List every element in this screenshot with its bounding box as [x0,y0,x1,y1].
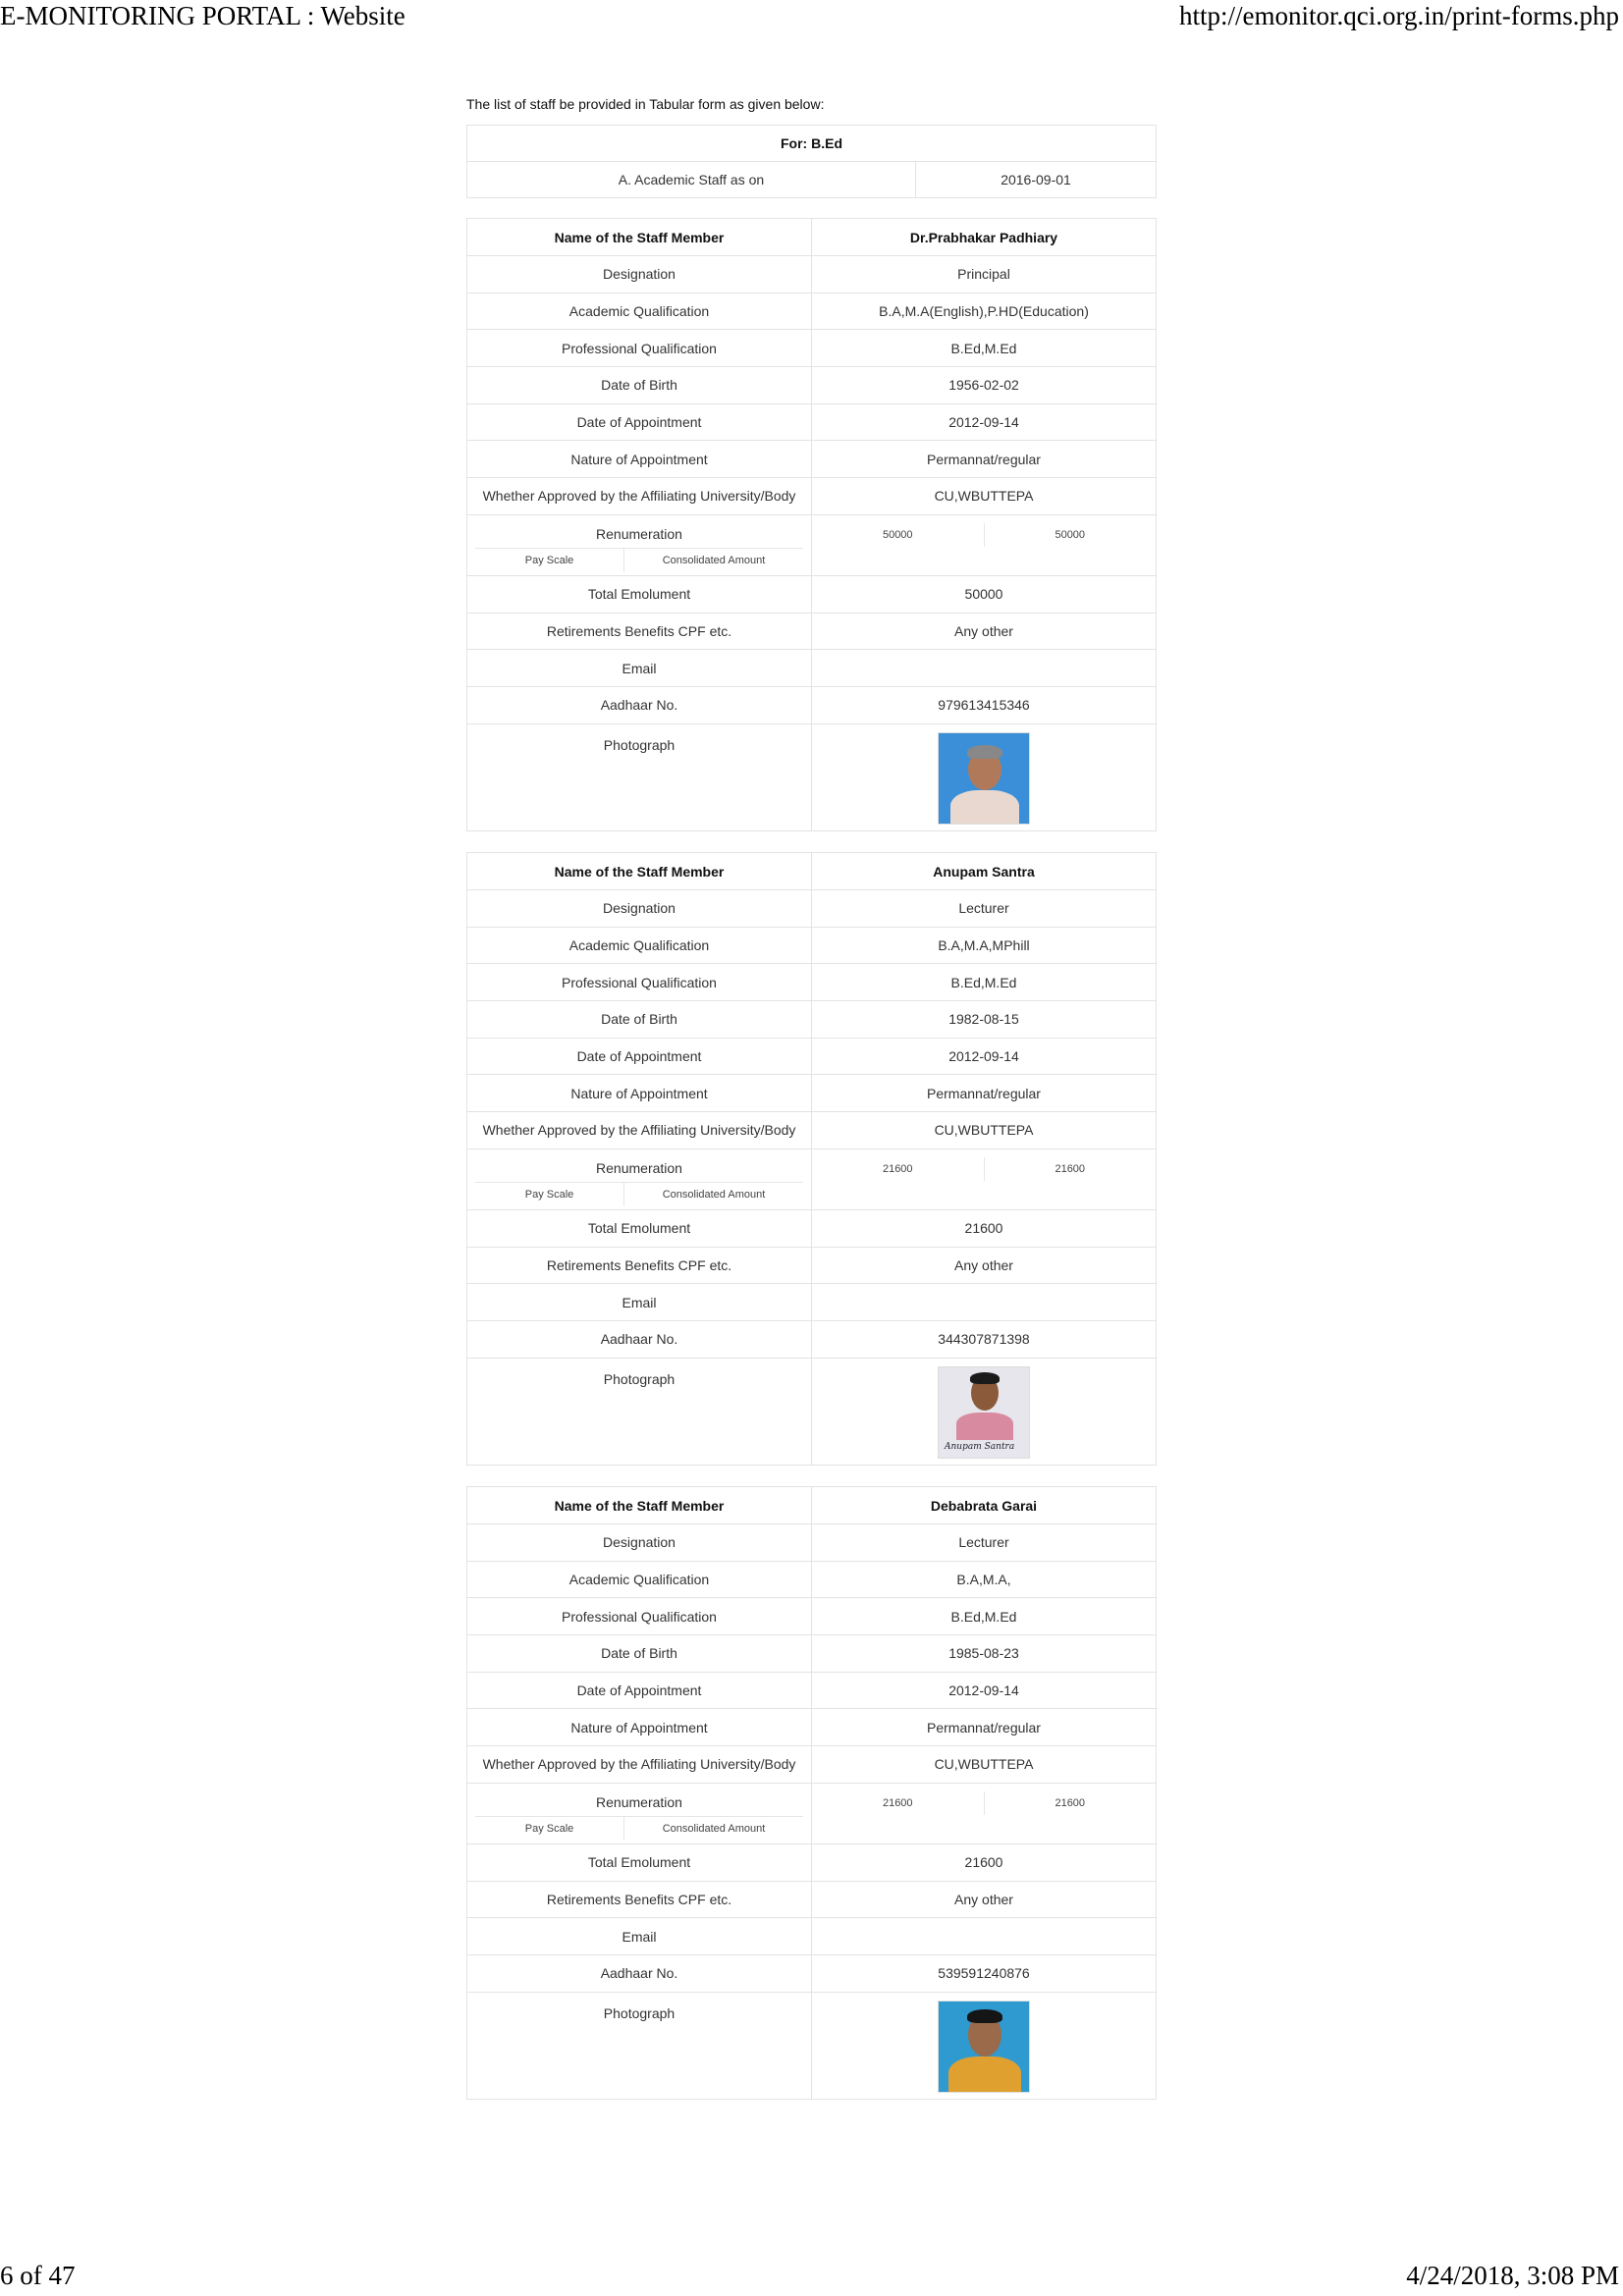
consolidated-value: 21600 [1055,1796,1086,1809]
designation-value: Lecturer [812,890,1157,928]
renumeration-value-cell [812,1148,1157,1209]
academic-label: Academic Qualification [467,927,812,964]
approved-value: CU,WBUTTEPA [812,1746,1157,1784]
renumeration-value-cell [812,1783,1157,1843]
doa-value: 2012-09-14 [812,403,1157,441]
consolidated-label: Consolidated Amount [662,1823,766,1836]
academic-label: Academic Qualification [467,1561,812,1598]
renumeration-label-cell [467,1783,812,1843]
professional-label: Professional Qualification [467,330,812,367]
total-value: 21600 [812,1209,1157,1247]
nature-value: Permannat/regular [812,441,1157,478]
academic-value: B.A,M.A(English),P.HD(Education) [812,293,1157,330]
photograph-label: Photograph [467,723,812,830]
designation-label: Designation [467,1524,812,1562]
email-label: Email [467,650,812,687]
total-value: 50000 [812,575,1157,613]
consolidated-label: Consolidated Amount [662,1189,766,1201]
professional-label: Professional Qualification [467,1598,812,1635]
approved-label: Whether Approved by the Affiliating University/Body [467,1112,812,1149]
nature-label: Nature of Appointment [467,1075,812,1112]
approved-label: Whether Approved by the Affiliating University/Body [467,1746,812,1784]
aadhaar-label: Aadhaar No. [467,1954,812,1992]
staff-table-2 [466,852,1157,1466]
staff-name: Dr.Prabhakar Padhiary [812,219,1157,256]
aadhaar-value: 979613415346 [812,686,1157,723]
staff-name: Anupam Santra [812,853,1157,890]
approved-value: CU,WBUTTEPA [812,478,1157,515]
total-label: Total Emolument [467,575,812,613]
consolidated-value: 21600 [1055,1162,1086,1175]
approved-label: Whether Approved by the Affiliating University/Body [467,478,812,515]
email-value [812,650,1157,687]
total-value: 21600 [812,1843,1157,1881]
academic-value: B.A,M.A,MPhill [812,927,1157,964]
dob-label: Date of Birth [467,1635,812,1673]
staff-photo [938,1366,1030,1459]
professional-value: B.Ed,M.Ed [812,964,1157,1001]
photograph-label: Photograph [467,1992,812,2099]
retirement-label: Retirements Benefits CPF etc. [467,613,812,650]
staff-name-label: Name of the Staff Member [467,219,812,256]
page-footer-datetime: 4/24/2018, 3:08 PM [1406,2261,1619,2290]
doa-value: 2012-09-14 [812,1038,1157,1075]
staff-photo [938,2001,1030,2093]
staff-table-3 [466,1486,1157,2100]
nature-value: Permannat/regular [812,1709,1157,1746]
doa-label: Date of Appointment [467,1672,812,1709]
retirement-value: Any other [812,613,1157,650]
pay-scale-value: 21600 [812,1791,985,1815]
page-header-title: E-MONITORING PORTAL : Website [0,1,406,30]
staff-table-1 [466,218,1157,831]
academic-label: Academic Qualification [467,293,812,330]
aadhaar-label: Aadhaar No. [467,1320,812,1358]
pay-scale-value: 50000 [812,523,985,547]
photograph-cell [812,723,1157,830]
total-label: Total Emolument [467,1843,812,1881]
staff-as-on-label: A. Academic Staff as on [467,162,916,198]
doa-value: 2012-09-14 [812,1672,1157,1709]
designation-value: Principal [812,256,1157,294]
email-label: Email [467,1284,812,1321]
intro-text: The list of staff be provided in Tabular form as given below: [466,96,825,112]
total-label: Total Emolument [467,1209,812,1247]
academic-value: B.A,M.A, [812,1561,1157,1598]
email-value [812,1918,1157,1955]
aadhaar-value: 344307871398 [812,1320,1157,1358]
doa-label: Date of Appointment [467,403,812,441]
designation-label: Designation [467,890,812,928]
page-footer-number: 6 of 47 [0,2261,76,2290]
renumeration-label: Renumeration [475,1153,803,1183]
pay-scale-label: Pay Scale [475,1817,624,1841]
professional-label: Professional Qualification [467,964,812,1001]
aadhaar-value: 539591240876 [812,1954,1157,1992]
renumeration-value-cell [812,514,1157,575]
email-label: Email [467,1918,812,1955]
professional-value: B.Ed,M.Ed [812,330,1157,367]
renumeration-label-cell [467,1148,812,1209]
designation-value: Lecturer [812,1524,1157,1562]
email-value [812,1284,1157,1321]
dob-value: 1985-08-23 [812,1635,1157,1673]
staff-name-label: Name of the Staff Member [467,853,812,890]
pay-scale-label: Pay Scale [475,1183,624,1206]
dob-label: Date of Birth [467,1001,812,1039]
dob-label: Date of Birth [467,367,812,404]
consolidated-label: Consolidated Amount [662,555,766,567]
dob-value: 1982-08-15 [812,1001,1157,1039]
photograph-cell [812,1992,1157,2099]
page-header-url[interactable]: http://emonitor.qci.org.in/print-forms.php [1179,1,1619,30]
staff-name-label: Name of the Staff Member [467,1487,812,1524]
signature-text: Anupam Santra [945,1441,1015,1452]
retirement-label: Retirements Benefits CPF etc. [467,1247,812,1284]
staff-as-on-date: 2016-09-01 [916,162,1157,198]
dob-value: 1956-02-02 [812,367,1157,404]
photograph-cell [812,1358,1157,1465]
doa-label: Date of Appointment [467,1038,812,1075]
pay-scale-value: 21600 [812,1157,985,1181]
course-for-label: For: B.Ed [467,126,1157,162]
nature-value: Permannat/regular [812,1075,1157,1112]
renumeration-label-cell [467,514,812,575]
approved-value: CU,WBUTTEPA [812,1112,1157,1149]
designation-label: Designation [467,256,812,294]
renumeration-label: Renumeration [475,1788,803,1817]
course-header-table [466,125,1157,198]
nature-label: Nature of Appointment [467,1709,812,1746]
aadhaar-label: Aadhaar No. [467,686,812,723]
professional-value: B.Ed,M.Ed [812,1598,1157,1635]
retirement-label: Retirements Benefits CPF etc. [467,1881,812,1918]
photograph-label: Photograph [467,1358,812,1465]
pay-scale-label: Pay Scale [475,549,624,572]
staff-photo [938,732,1030,825]
consolidated-value: 50000 [1055,528,1086,541]
nature-label: Nature of Appointment [467,441,812,478]
staff-name: Debabrata Garai [812,1487,1157,1524]
retirement-value: Any other [812,1247,1157,1284]
renumeration-label: Renumeration [475,519,803,549]
retirement-value: Any other [812,1881,1157,1918]
